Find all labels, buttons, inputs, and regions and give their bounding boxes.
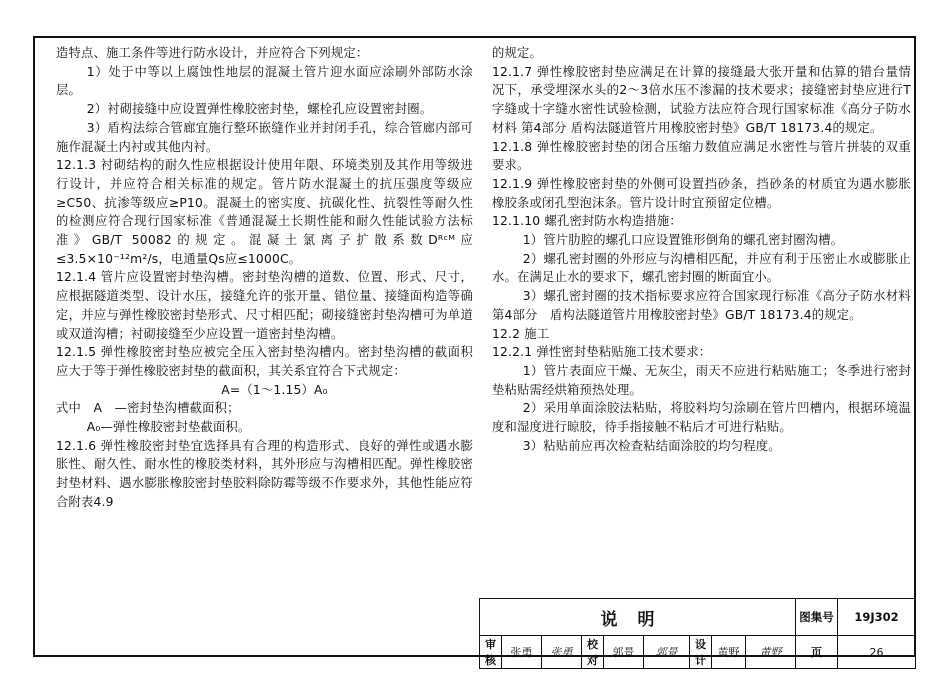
check-label: 校对: [582, 636, 604, 669]
paragraph: 12.2.1 弹性密封垫粘贴施工技术要求：: [492, 345, 712, 360]
paragraph: 2）衬砌接缝中应设置弹性橡胶密封垫，螺栓孔应设置密封圈。: [86, 102, 433, 117]
paragraph: 的规定。: [492, 46, 542, 60]
reviewer-signature: 张勇: [542, 636, 582, 669]
atlas-number: 19J302: [838, 599, 916, 636]
paragraph: 1）管片肋腔的螺孔口应设置锥形倒角的螺孔密封圈沟槽。: [522, 233, 844, 248]
title-block: [479, 598, 915, 667]
paragraph: 12.1.6 弹性橡胶密封垫宜选择具有合理的构造形式、良好的弹性或遇水膨胀性、耐久性、耐水性的橡胶类材料，其外形应与沟槽相匹配。弹性橡胶密封垫材料、遇水膨胀橡胶密封垫胶料除防霉等级不作要求外，其他性能应符合附表4.9: [56, 438, 473, 509]
paragraph: 12.1.4 管片应设置密封垫沟槽。密封垫沟槽的道数、位置、形式、尺寸，应根据隧道类型、设计水压，接缝允许的张开量、错位量、接缝面构造等确定，并应与弹性橡胶密封垫形式、尺寸相匹配；砌接缝密封垫沟槽可为单道或双道沟槽；衬砌接缝至少应设置一道密封垫沟槽。: [56, 270, 473, 341]
paragraph: 1）管片表面应干燥、无灰尘，雨天不应进行粘贴施工；冬季进行密封垫粘贴需经烘箱预热处理。: [492, 363, 911, 397]
review-label: 审核: [480, 636, 502, 669]
paragraph: 式中 A —密封垫沟槽截面积；: [56, 401, 240, 416]
designer-signature: 黄野: [746, 636, 796, 669]
paragraph: 12.2 施工: [492, 326, 550, 341]
paragraph: 12.1.5 弹性橡胶密封垫应被完全压入密封垫沟槽内。密封垫沟槽的截面积应大于等于弹性橡胶密封垫的截面积，其关系宜符合下式规定：: [56, 345, 473, 378]
paragraph: 12.1.10 螺孔密封防水构造措施：: [492, 214, 682, 229]
paragraph: 12.1.8 弹性橡胶密封垫的闭合压缩力数值应满足水密性与管片拼装的双重要求。: [492, 139, 911, 173]
atlas-label: 图集号: [796, 599, 838, 636]
reviewer-name: 张勇: [502, 636, 542, 669]
paragraph: 3）螺孔密封圈的技术指标要求应符合国家现行标准《高分子防水材料 第4部分 盾构法隧道管片用橡胶密封垫》GB/T 18173.4的规定。: [492, 289, 924, 322]
paragraph: 12.1.9 弹性橡胶密封垫的外侧可设置挡砂条，挡砂条的材质宜为遇水膨胀橡胶条或闭孔型泡沫条。管片设计时宜预留定位槽。: [492, 176, 911, 210]
paragraph: 2）螺孔密封圈的外形应与沟槽相匹配，并应有利于压密止水或膨胀止水。在满足止水的要求下，螺孔密封圈的断面宜小。: [492, 251, 911, 285]
paragraph: 2）采用单面涂胶法粘贴，将胶料均匀涂刷在管片凹槽内，根据环境温度和湿度进行晾胶，待手指接触不粘后才可进行粘贴。: [492, 401, 911, 435]
right-column: [492, 44, 924, 455]
paragraph: 3）粘贴前应再次检查粘结面涂胶的均匀程度。: [522, 438, 781, 453]
design-label: 设计: [690, 636, 712, 669]
paragraph: 1）处于中等以上腐蚀性地层的混凝土管片迎水面应涂刷外部防水涂层。: [56, 64, 473, 98]
paragraph: 12.1.3 衬砌结构的耐久性应根据设计使用年限、环境类别及其作用等级进行设计，并应符合相关标准的规定。管片防水混凝土的抗压强度等级应≥C50、抗渗等级应≥P10。混凝土的密实度、抗碳化性、抗裂性等耐久性的检测应符合现行国家标准《普通混凝土长期性能和耐久性能试验方法标准》GB/T 50082的规定。混凝土氯离子扩散系数Dᴿᶜᴹ应≤3.5×10⁻¹²m²/s，电通量Qs应≤1000C。: [56, 158, 473, 266]
paragraph: A₀—弹性橡胶密封垫截面积。: [86, 420, 251, 435]
checker-name: 郭景: [604, 636, 644, 669]
checker-signature: 郭景: [644, 636, 690, 669]
paragraph: 12.1.7 弹性橡胶密封垫应满足在计算的接缝最大张开量和估算的错台量情况下，承受埋深水头的2～3倍水压不渗漏的技术要求；接缝密封垫应进行T字缝或十字缝水密性试验检测，试验方法应符合现行国家标准《高分子防水材料 第4部分 盾构法隧道管片用橡胶密封垫》GB/T 18173.4的规定。: [492, 64, 911, 135]
left-column: [56, 44, 473, 512]
paragraph: 3）盾构法综合管廊宜施行整环嵌缝作业并封闭手孔，综合管廊内部可施作混凝土内衬或其他内衬。: [56, 120, 473, 154]
paragraph: 造特点、施工条件等进行防水设计，并应符合下列规定：: [56, 46, 369, 60]
designer-name: 黄野: [712, 636, 746, 669]
page-label: 页: [796, 636, 838, 669]
paragraph: A=（1～1.15）A₀: [221, 382, 328, 397]
page-number: 26: [838, 636, 916, 669]
sheet-title: 说明: [480, 599, 796, 636]
